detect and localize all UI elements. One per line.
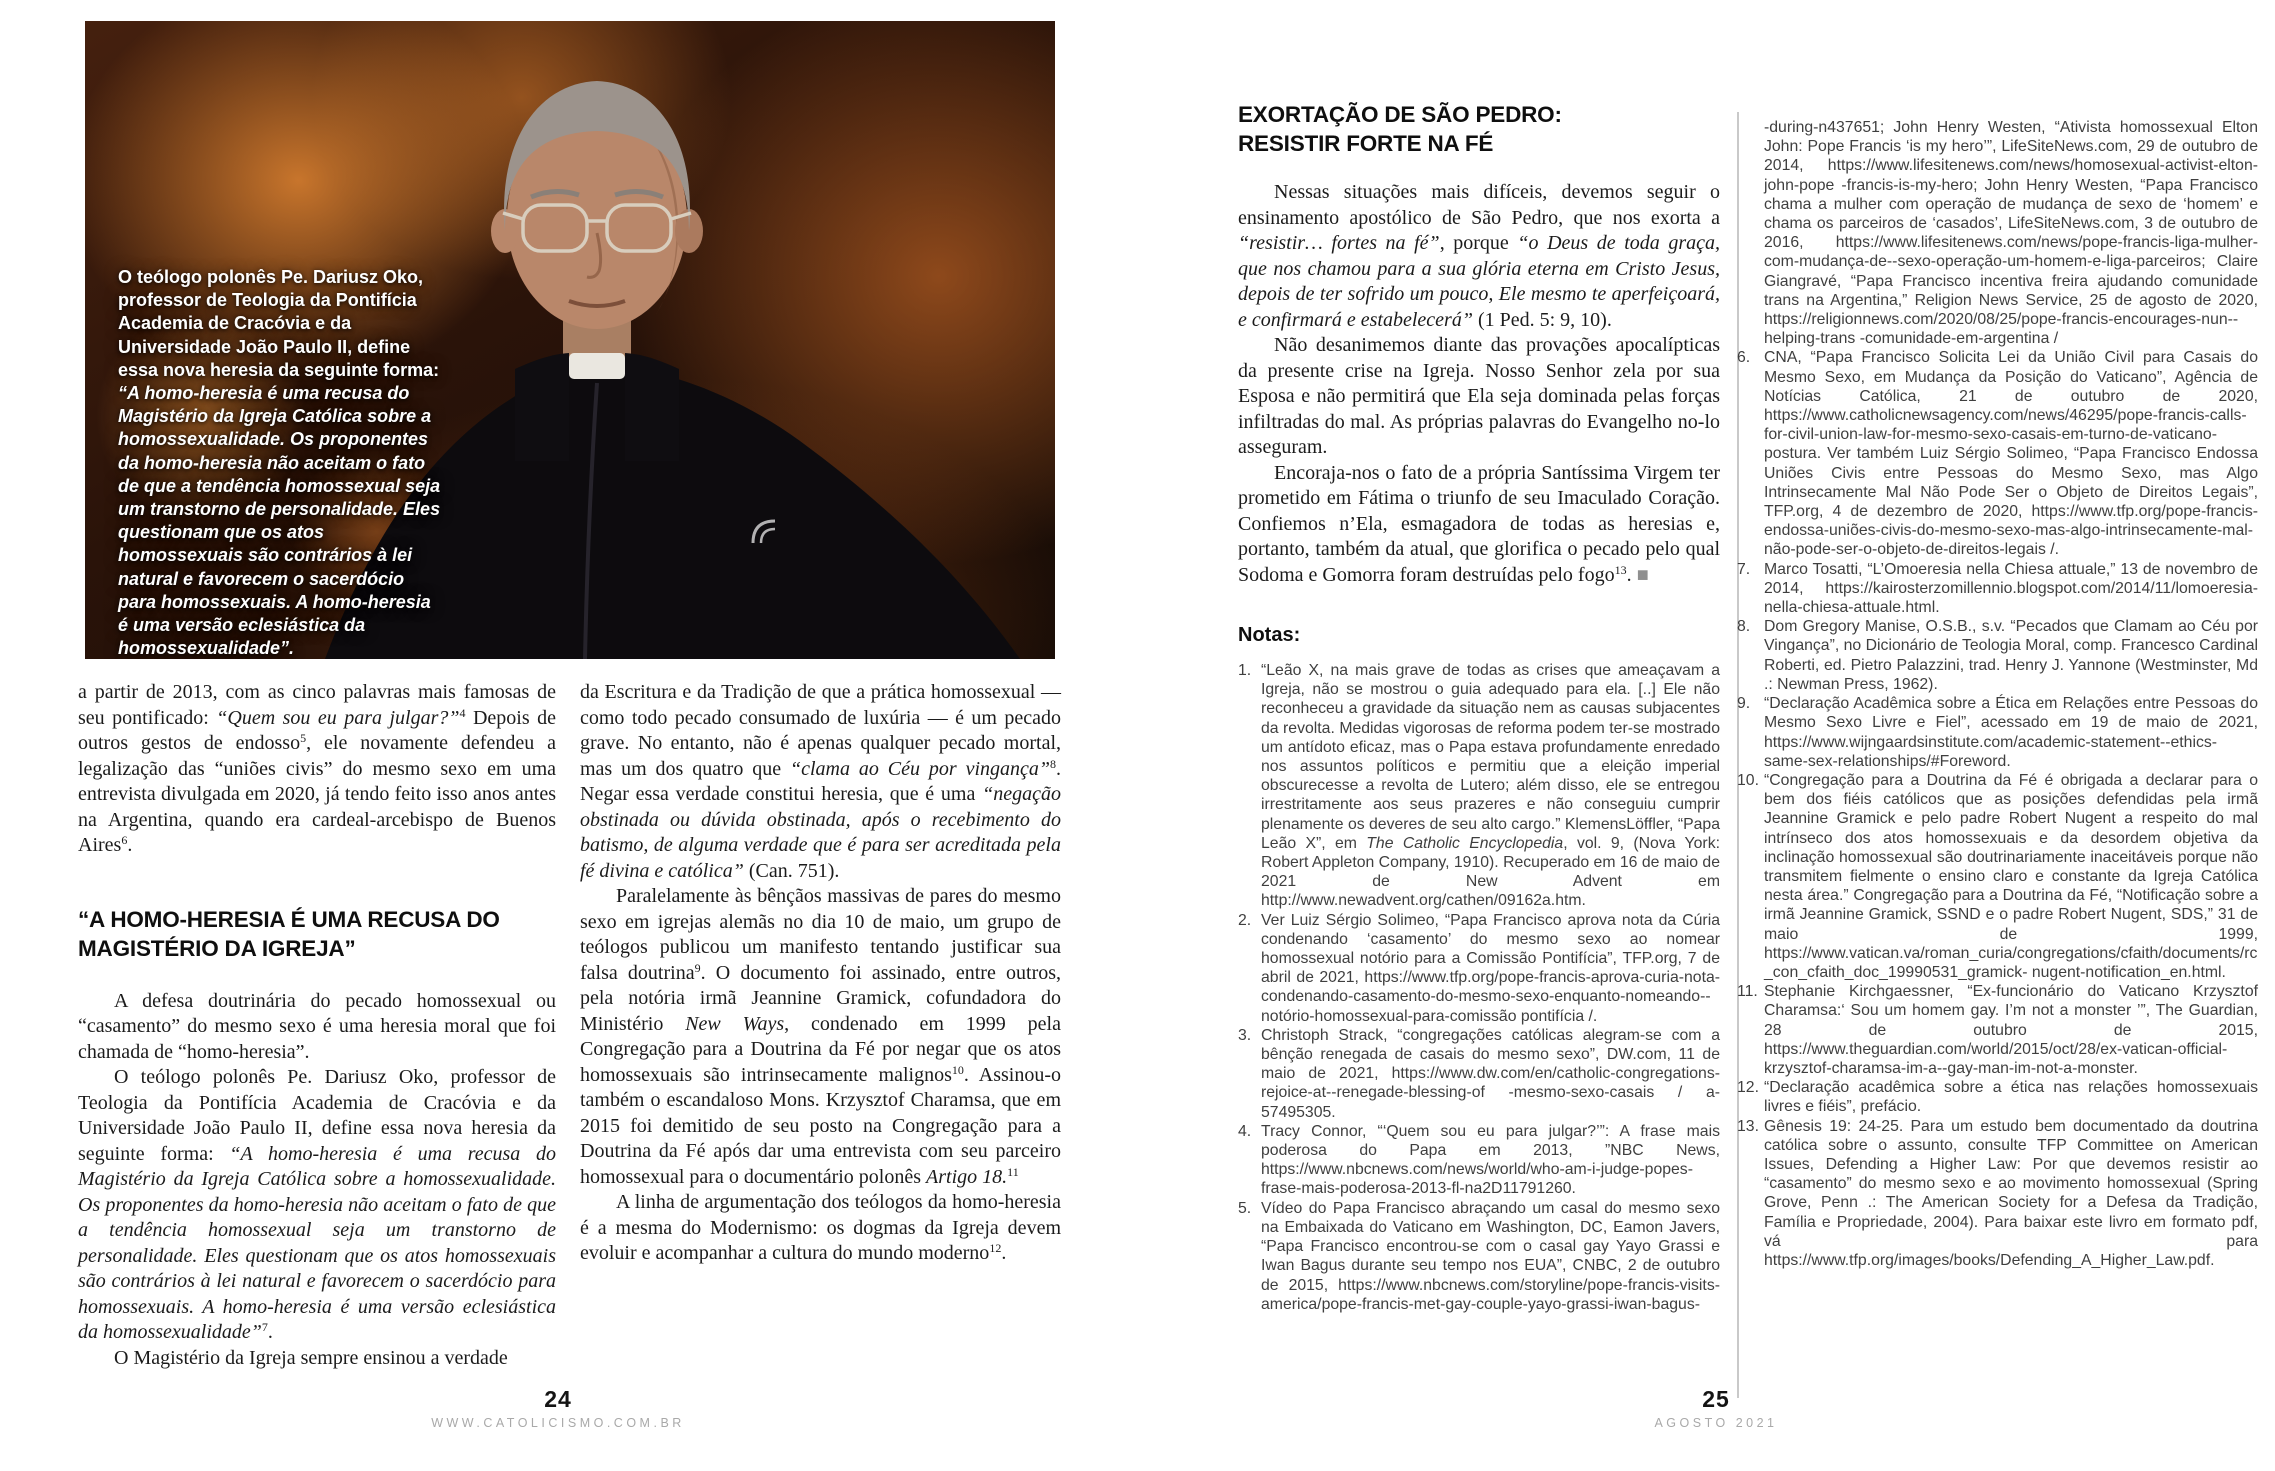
clerical-collar xyxy=(569,353,625,379)
footnote-number: 5. xyxy=(1238,1199,1252,1217)
footnote-number: 3. xyxy=(1238,1026,1252,1044)
footnote xyxy=(1737,694,2258,771)
exhortation-heading-line1: EXORTAÇÃO DE SÃO PEDRO: xyxy=(1238,102,1562,127)
right-column-2 xyxy=(1737,118,2258,1270)
body-paragraph: O teólogo polonês Pe. Dariusz Oko, professor de Teologia da Pontifícia Academia de Cracóvia e da Universidade João Paulo II, define essa nova heresia da seguinte forma: “A homo-heresia é uma recusa do Magistério da Igreja Católica sobre a homossexualidade. Os proponentes da homo-heresia não aceitam o fato de que a tendência homossexual seja um transtorno de personalidade. Eles questionam que os atos homossexuais são contrários à lei natural e favorecem o sacerdócio para homossexuais. A homo-heresia é uma versão eclesiástica da homossexualidade”$^7$. xyxy=(78,1066,556,1343)
body-paragraph: Não desanimemos diante das provações apocalípticas da presente crise na Igreja. Nosso Senhor zela por sua Esposa e não permitirá que Ela seja dominada pelas forças infiltradas do mal. As próprias palavras do Evangelho no-lo asseguram. xyxy=(1238,334,1720,458)
footnote-text: Vídeo do Papa Francisco abraçando um casal do mesmo sexo na Embaixada do Vaticano em Washington, DC, Eamon Javers, “Papa Francisco encontrou-se com o casal gay Yayo Grassi e Iwan Bagus durante seu tempo nos EUA”, CNBC, 2 de outubro de 2015, https://www.nbcnews.com/storyline/pope-francis-visits-america/pope-francis-met-gay-couple-yayo-grassi-iwan-bagus- xyxy=(1261,1199,1720,1313)
footnote xyxy=(1737,560,2258,618)
left-column-2 xyxy=(580,680,1061,1267)
footnote-number: 1. xyxy=(1238,662,1252,679)
priest-photo xyxy=(85,21,1055,659)
footnote-text: Gênesis 19: 24-25. Para um estudo bem documentado da doutrina católica sobre o assunto, consulte TFP Committee on American Issues, Defending a Higher Law: Por que devemos resistir ao “casamento” do mesmo sexo e ao movimento homossexual (Spring Grove, Penn .: The American Society for a Defesa da Tradição, Família e Propriedade, 2004). Para baixar este livro em formato pdf, vá para https://www.tfp.org/images/books/Defending_A_Higher_Law.pdf. xyxy=(1764,1117,2258,1269)
body-paragraph: A linha de argumentação dos teólogos da homo-heresia é a mesma do Modernismo: os dogmas da Igreja devem evoluir e acompanhar a cultura do mundo moderno$^{12}$. xyxy=(580,1191,1061,1264)
footnote-number: 8. xyxy=(1737,618,1751,636)
footnote xyxy=(1238,1122,1720,1199)
footnote-number: 10. xyxy=(1737,771,1759,789)
body-paragraph: da Escritura e da Tradição de que a prática homossexual — como todo pecado consumado de luxúria — é um pecado grave. No entanto, não é apenas qualquer pecado mortal, mas um dos quatro que “clama ao Céu por vingança”$^8$. Negar essa verdade constitui heresia, que é uma “negação obstinada ou dúvida obstinada, após o recebimento do batismo, de alguma verdade que é para ser acreditada pela fé divina e católica” (Can. 751). xyxy=(580,681,1062,882)
footnote-number: 9. xyxy=(1737,695,1751,713)
body-paragraph: O Magistério da Igreja sempre ensinou a verdade xyxy=(114,1346,508,1369)
body-paragraph: Paralelamente às bênçãos massivas de pares do mesmo sexo em igrejas alemãs no dia 10 de maio, um grupo de teólogos publicou um manifesto tentando justificar sua falsa doutrina$^9$. O documento foi assinado, entre outros, pela notória irmã Jeannine Gramick, cofundadora do Ministério New Ways, condenado em 1999 pela Congregação para a Doutrina da Fé por negar que os atos homossexuais são intrinsecamente malignos$^{10}$. Assinou-o também o escandaloso Mons. Krzysztof Charamsa, que em 2015 foi demitido de seu posto na Congregação para a Doutrina da Fé após dar uma entrevista com seu parceiro homossexual para o documentário polonês Artigo 18.11 xyxy=(580,885,1062,1188)
footnote-text: Marco Tosatti, “L’Omoeresia nella Chiesa attuale,” 13 de novembro de 2014, https://kairosterzomillennio.blogspot.com/2014/11/lomoeresia-nella-chiesa-attuale.html. xyxy=(1764,560,2258,617)
right-column-1 xyxy=(1238,100,1720,1314)
photo-caption xyxy=(118,266,442,659)
footnote xyxy=(1238,911,1720,1026)
footnote xyxy=(1737,1117,2258,1271)
footnote xyxy=(1238,1026,1720,1122)
footnote-text: Tracy Connor, “‘Quem sou eu para julgar?’”: A frase mais poderosa do Papa em 2013, ”NBC News, https://www.nbcnews.com/news/world/who-am-i-judge-popes-frase-mais-poderosa-2013-fl-na2D11791260. xyxy=(1261,1122,1720,1198)
page-number: 24 xyxy=(544,1386,572,1412)
footnote-number: 11. xyxy=(1737,983,1758,1001)
footnote-text: Ver Luiz Sérgio Solimeo, “Papa Francisco aprova nota da Cúria condenando ‘casamento’ do mesmo sexo ao nomear homossexual notório para a Comissão Pontifícia”, TFP.org, 7 de abril de 2021, https://www.tfp.org/pope-francis-aprova-curia-nota-condenando-casamento-do-mesmo-sexo-enquanto-nomeando--notório-homossexual-para-comissão pontifícia /. xyxy=(1261,911,1720,1025)
footnote xyxy=(1737,771,2258,982)
footnote xyxy=(1737,617,2258,694)
left-page-footer xyxy=(300,1386,816,1430)
footnote xyxy=(1238,661,1720,911)
photo-caption-intro: O teólogo polonês Pe. Dariusz Oko, professor de Teologia da Pontifícia Academia de Cracóvia e da Universidade João Paulo II, define essa nova heresia da seguinte forma: xyxy=(118,267,440,380)
footnote xyxy=(1238,1199,1720,1314)
footnote-text: “Declaração acadêmica sobre a ética nas relações homossexuais livres e fiéis”, prefácio. xyxy=(1764,1079,2258,1116)
right-page-footer xyxy=(1458,1386,1974,1430)
section-heading: “A HOMO-HERESIA É UMA RECUSA DO MAGISTÉRIO DA IGREJA” xyxy=(78,906,500,961)
footnote xyxy=(1737,348,2258,559)
body-paragraph: Encoraja-nos o fato de a própria Santíssima Virgem ter prometido em Fátima o triunfo de seu Imaculado Coração. Confiemos n’Ela, esmagadora de todas as heresias e, portanto, também da atual, que glorifica o pecado pelo qual Sodoma e Gomorra foram destruídas pelo fogo$^{13}$. ■ xyxy=(1238,461,1720,586)
footnotes-column-1 xyxy=(1238,661,1720,1314)
exhortation-heading-line2: RESISTIR FORTE NA FÉ xyxy=(1238,131,1494,156)
footnote-text: Stephanie Kirchgaessner, “Ex-funcionário do Vaticano Krzysztof Charamsa:‘ Sou um homem gay. I’m not a monster ’”, The Guardian, 28 de outubro de 2015, https://www.theguardian.com/world/2015/oct/28/ex-vatican-official-krzysztof-charamsa-im-a--gay-man-im-not-a-monster. xyxy=(1764,983,2258,1077)
footnote-text: CNA, “Papa Francisco Solicita Lei da União Civil para Casais do Mesmo Sexo, em Mudança da Posição do Vaticano”, Agência de Notícias Católica, 21 de outubro de 2020, https://www.catholicnewsagency.com/news/46295/pope-francis-calls-for-civil-union-law-for-mesmo-sexo-casais-em-turno-de-vaticano-postura. Ver também Luiz Sérgio Solimeo, “Papa Francisco Endossa Uniões Civis entre Pessoas do Mesmo Sexo, mas Algo Intrinsecamente Mal Não Pode Ser o Objeto de Direitos Legais”, TFP.org, 4 de dezembro de 2020, https://www.tfp.org/pope-francis-endossa-uniões-civis-do-mesmo-sexo-mas-algo-intrinsecamente-mal-não-pode-ser-o-objeto-de-direitos-legais /. xyxy=(1764,349,2258,559)
issue-date-footer: AGOSTO 2021 xyxy=(1654,1416,1778,1430)
footnote-number: 7. xyxy=(1737,560,1751,578)
column-divider xyxy=(1737,112,1739,1398)
footnote-number: 2. xyxy=(1238,911,1252,929)
left-column-1 xyxy=(78,680,556,1371)
body-paragraph: a partir de 2013, com as cinco palavras mais famosas de seu pontificado: “Quem sou eu para julgar?”$^4$ Depois de outros gestos de endosso$^5$, ele novamente defendeu a legalização das “uniões civis” do mesmo sexo em uma entrevista divulgada em 2020, já tendo feito isso anos antes na Argentina, quando era cardeal-arcebispo de Buenos Aires$^6$. xyxy=(78,681,556,856)
website-footer: WWW.CATOLICISMO.COM.BR xyxy=(431,1416,685,1430)
footnote xyxy=(1737,982,2258,1078)
footnote-number: 6. xyxy=(1737,349,1751,367)
footnote-text: “Declaração Acadêmica sobre a Ética em Relações entre Pessoas do Mesmo Sexo Livre e Fiel”, acessado em 19 de maio de 2021, https://www.wijngaardsinstitute.com/academic-statement--ethics-same-sex-relationships/#Foreword. xyxy=(1764,695,2258,770)
page-number: 25 xyxy=(1702,1386,1730,1412)
footnote xyxy=(1737,1078,2258,1116)
footnote-text: Dom Gregory Manise, O.S.B., s.v. “Pecados que Clamam ao Céu por Vingança”, no Dicionário de Teologia Moral, comp. Francesco Cardinal Roberti, ed. Pietro Palazzini, trad. Henry J. Yannone (Westminster, Md .: Newman Press, 1962). xyxy=(1764,618,2258,693)
footnote-number: 4. xyxy=(1238,1122,1252,1140)
photo-caption-quote: “A homo-heresia é uma recusa do Magistério da Igreja Católica sobre a homossexualidade. Os proponentes da homo-heresia não aceitam o fato de que a tendência homossexual seja um transtorno de personalidade. Eles questionam que os atos homossexuais são contrários à lei natural e favorecem o sacerdócio para homossexuais. A homo-heresia é uma versão eclesiástica da homossexualidade”. xyxy=(118,383,441,659)
footnote-number: 13. xyxy=(1737,1117,1759,1135)
footnote-text: Christoph Strack, “congregações católicas alegram-se com a bênção renegada de casais do mesmo sexo”, DW.com, 11 de maio de 2021, https://www.dw.com/en/catholic-congregations-rejoice-at--renegade-blessing-of -mesmo-sexo-casais / a-57495305. xyxy=(1261,1026,1720,1121)
body-paragraph: Nessas situações mais difíceis, devemos seguir o ensinamento apostólico de São Pedro, que nos exorta a “resistir… fortes na fé”, porque “o Deus de toda graça, que nos chamou para a sua glória eterna em Cristo Jesus, depois de ter sofrido um pouco, Ele mesmo te aperfeiçoará, e confirmará e estabelecerá” (1 Ped. 5: 9, 10). xyxy=(1238,181,1720,331)
footnote-continuation: -during-n437651; John Henry Westen, “Ativista homossexual Elton John: Pope Francis ‘is my hero’”, LifeSiteNews.com, 29 de outubro de 2014, https://www.lifesitenews.com/news/homosexual-activist-elton-john-pope -francis-is-my-hero; John Henry Westen, “Papa Francisco chama a mulher com operação de mudança de sexo de ‘homem’ e chama os parceiros de ‘casados’, LifeSiteNews.com, 3 de outubro de 2016, https://www.lifesitenews.com/news/pope-francis-liga-mulher-com-mudança-de--sexo-operação-um-homem-e-liga-parceiros; Claire Giangravé, “Papa Francisco incentiva freira ajudando comunidade trans na Argentina,” Religion News Service, 25 de agosto de 2020, https://religionnews.com/2020/08/25/pope-francis-encourages-nun--helping-trans -comunidade-em-argentina / xyxy=(1764,119,2258,348)
footnote-text: “Leão X, na mais grave de todas as crises que ameaçavam a Igreja, não se mostrou o guia adequado para ela. [..] Ele não reconheceu a gravidade da situação nem as causas subjacentes da revolta. Medidas vigorosas de reforma podem ter-se mostrado um antídoto eficaz, mas o Papa estava profundamente enredado nos assuntos políticos e permitiu que a eleição imperial obscurecesse a revolta de Lutero; além disso, ele se entregou irrestritamente aos seus prazeres e não conseguiu cumprir plenamente os deveres de seu alto cargo.” KlemensLöffler, “Papa Leão X”, em The Catholic Encyclopedia, vol. 9, (Nova York: Robert Appleton Company, 1910). Recuperado em 16 de maio de 2021 de New Advent em http://www.newadvent.org/cathen/09162a.htm. xyxy=(1261,662,1720,910)
footnote-number: 12. xyxy=(1737,1079,1759,1097)
exhortation-heading xyxy=(1238,100,1720,158)
footnote-text: “Congregação para a Doutrina da Fé é obrigada a declarar para o bem dos fiéis católicos que as posições defendidas pela irmã Jeannine Gramick e pelo padre Robert Nugent a respeito do mal intrínseco dos atos homossexuais e da desordem objetiva da inclinação homossexual são doutrinariamente inaceitáveis porque não transmitem fielmente o ensino claro e constante da Igreja Católica nesta área.” Congregação para a Doutrina da Fé, “Notificação sobre a irmã Jeannine Gramick, SSND e o padre Robert Nugent, SDS,” 31 de maio de 1999, https://www.vatican.va/roman_curia/congregations/cfaith/documents/rc_con_cfaith_doc_19990531_gramick- nugent-notification_en.html. xyxy=(1764,771,2258,981)
body-paragraph: A defesa doutrinária do pecado homossexual ou “casamento” do mesmo sexo é uma heresia moral que foi chamada de “homo-heresia”. xyxy=(78,989,556,1063)
notes-heading: Notas: xyxy=(1238,624,1301,646)
